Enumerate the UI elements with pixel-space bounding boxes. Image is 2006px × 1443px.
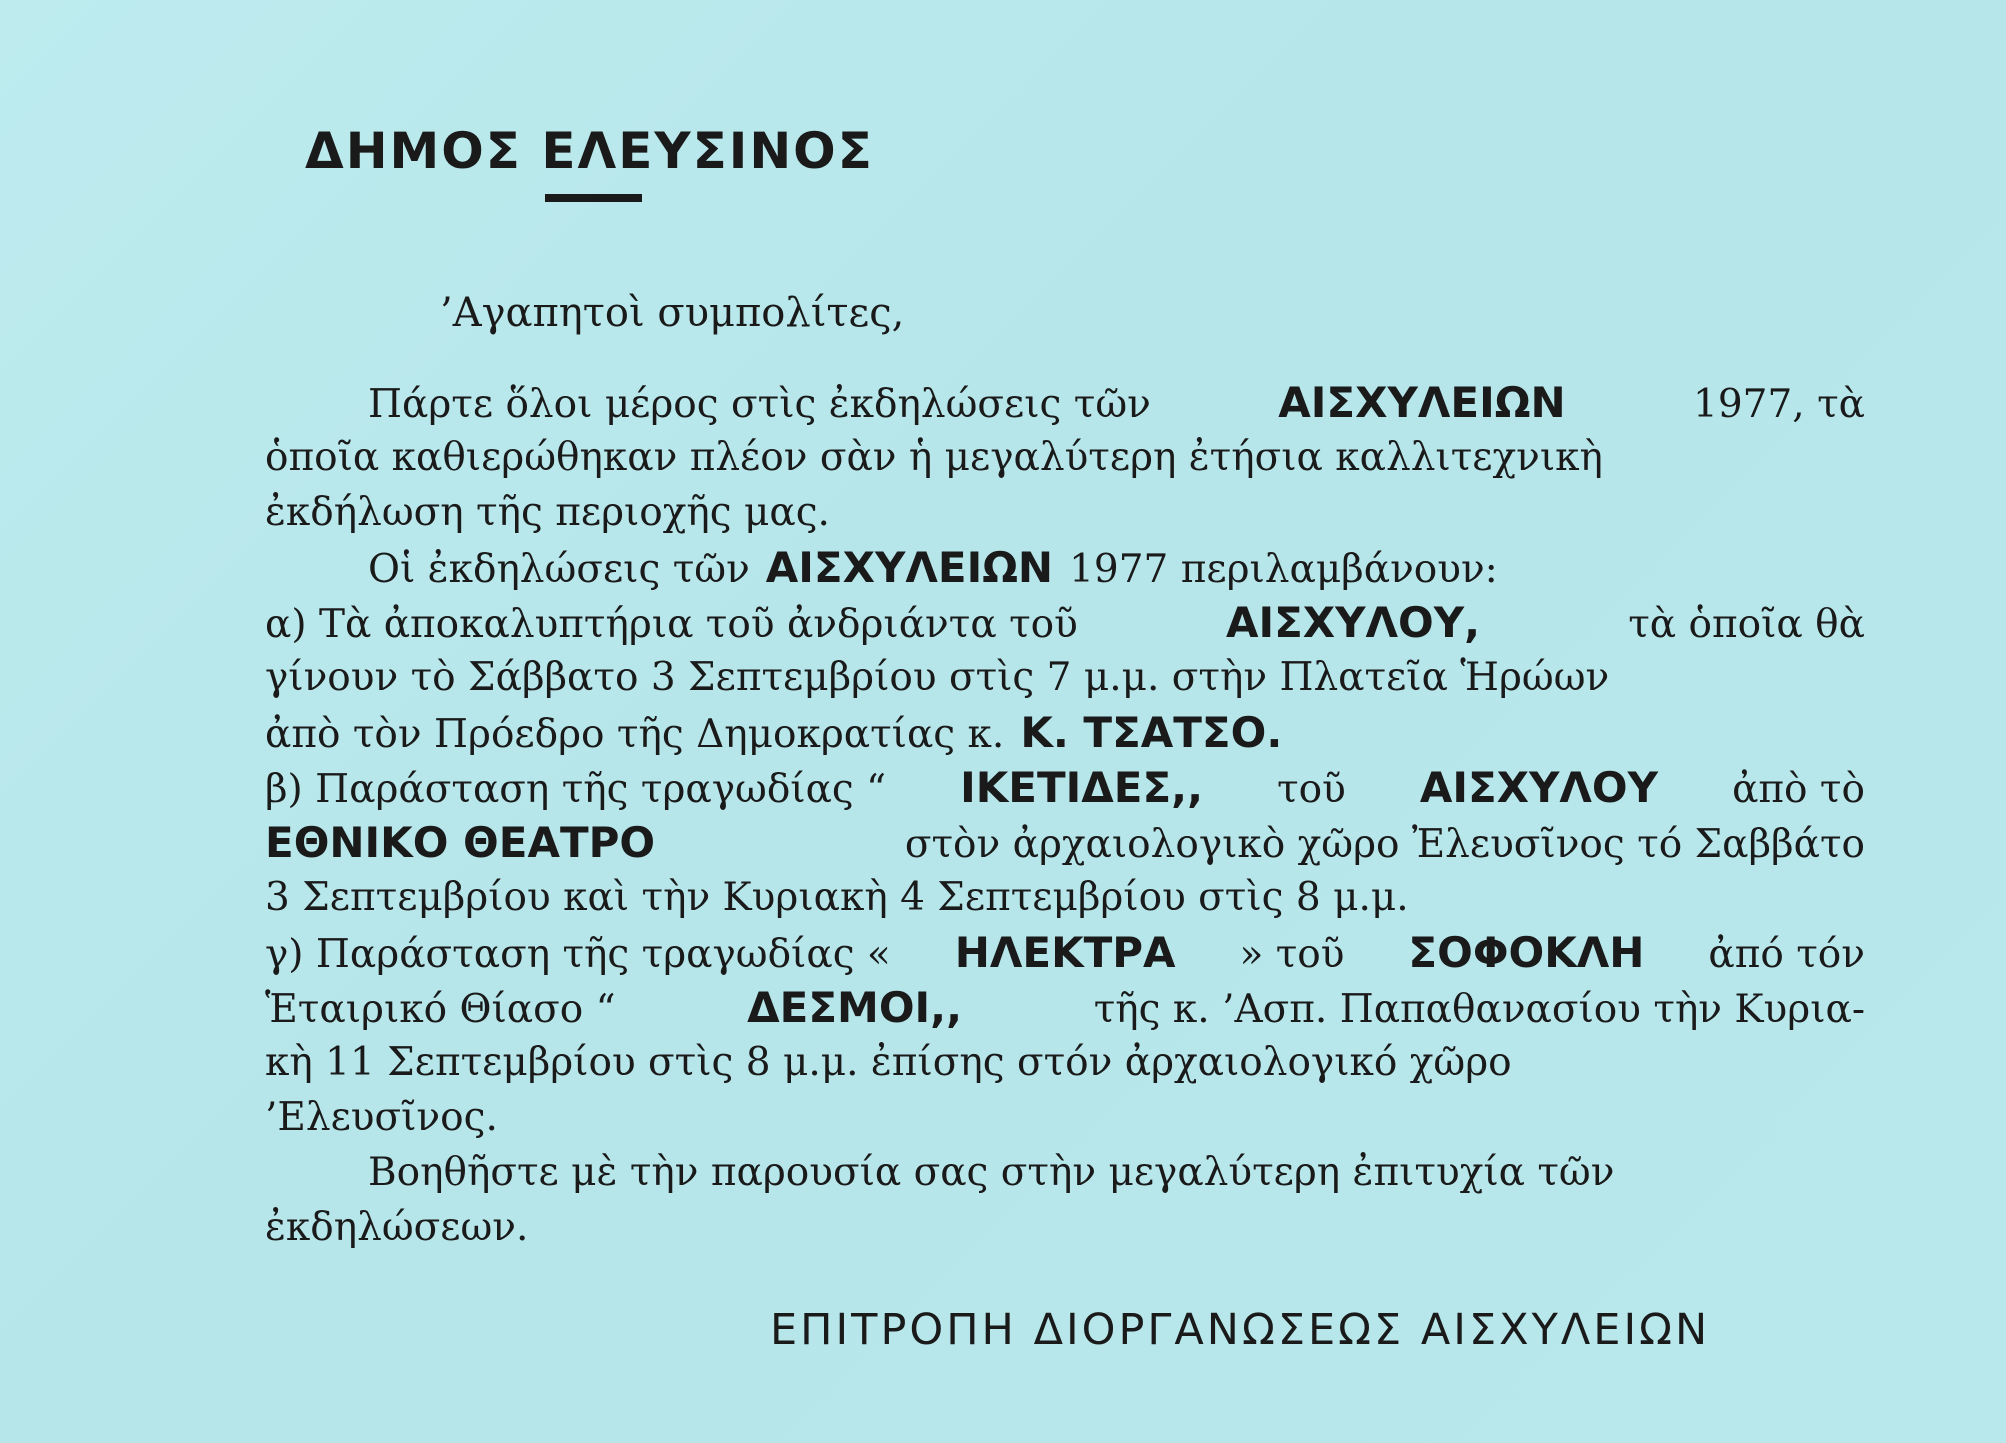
emphasis-text: ΑΙΣΧΥΛΕΙΩΝ [1278, 378, 1566, 427]
text-line [265, 760, 1865, 815]
text-line [265, 1200, 1865, 1255]
greeting: ’Αγαπητοὶ συμπολίτες, [440, 290, 905, 336]
emphasis-text: ΙΚΕΤΙΔΕΣ,, [960, 763, 1204, 812]
body-text: τοῦ [1277, 767, 1346, 812]
announcement-body [265, 375, 1865, 1255]
body-text: ἐκδήλωση τῆς περιοχῆς μας. [265, 490, 830, 535]
body-text: β) Παράσταση τῆς τραγωδίας “ [265, 767, 887, 812]
text-line [265, 980, 1865, 1035]
body-text: 1977, τὰ [1693, 382, 1865, 427]
text-line [265, 540, 1865, 595]
emphasis-text: ΑΙΣΧΥΛΟΥ, [1225, 598, 1481, 647]
emphasis-text: ΕΘΝΙΚΟ ΘΕΑΤΡΟ [265, 818, 656, 867]
text-line [265, 650, 1865, 705]
header-underline [545, 194, 642, 202]
body-text: ἐκδηλώσεων. [265, 1205, 529, 1250]
text-line [265, 815, 1865, 870]
text-line [265, 705, 1865, 760]
text-line [265, 430, 1865, 485]
body-text: ἀπὸ τὸν Πρόεδρο τῆς Δημοκρατίας κ. [265, 712, 1005, 757]
body-text: » τοῦ [1239, 932, 1345, 977]
municipality-header: ΔΗΜΟΣ ΕΛΕΥΣΙΝΟΣ [305, 122, 874, 180]
body-text: α) Τὰ ἀποκαλυπτήρια τοῦ ἀνδριάντα τοῦ [265, 602, 1078, 647]
body-text: γ) Παράσταση τῆς τραγωδίας « [265, 932, 891, 977]
text-line [265, 1090, 1865, 1145]
body-text: ὁποῖα καθιερώθηκαν πλέον σὰν ἡ μεγαλύτερη ἐτήσια καλλιτεχνικὴ [265, 435, 1603, 480]
body-text: Ἑταιρικό Θίασο “ [265, 987, 616, 1032]
body-text: Πάρτε ὅλοι μέρος στὶς ἐκδηλώσεις τῶν [368, 382, 1151, 427]
body-text: 1977 περιλαμβάνουν: [1069, 547, 1498, 592]
emphasis-text: ΑΙΣΧΥΛΟΥ [1419, 763, 1659, 812]
emphasis-text: ΣΟΦΟΚΛΗ [1408, 928, 1645, 977]
body-text: τὰ ὁποῖα θὰ [1628, 602, 1865, 647]
body-text: τῆς κ. ’Ασπ. Παπαθανασίου τὴν Κυρια- [1093, 987, 1865, 1032]
signature-committee: ΕΠΙΤΡΟΠΗ ΔΙΟΡΓΑΝΩΣΕΩΣ ΑΙΣΧΥΛΕΙΩΝ [770, 1305, 1711, 1355]
body-text: Οἱ ἐκδηλώσεις τῶν [368, 547, 750, 592]
emphasis-text: ΗΛΕΚΤΡΑ [954, 928, 1176, 977]
body-text: ’Ελευσῖνος. [265, 1095, 498, 1140]
text-line [265, 1035, 1865, 1090]
body-text: ἀπὸ τὸ [1732, 767, 1865, 812]
body-text: Βοηθῆστε μὲ τὴν παρουσία σας στὴν μεγαλύτερη ἐπιτυχία τῶν [368, 1150, 1615, 1195]
body-text: γίνουν τὸ Σάββατο 3 Σεπτεμβρίου στὶς 7 μ.μ. στὴν Πλατεῖα Ἡρώων [265, 655, 1610, 700]
emphasis-text: ΑΙΣΧΥΛΕΙΩΝ [765, 543, 1054, 592]
body-text: κὴ 11 Σεπτεμβρίου στὶς 8 μ.μ. ἐπίσης στόν ἀρχαιολογικό χῶρο [265, 1040, 1512, 1085]
body-text: 3 Σεπτεμβρίου καὶ τὴν Κυριακὴ 4 Σεπτεμβρίου στὶς 8 μ.μ. [265, 875, 1409, 920]
emphasis-text: ΔΕΣΜΟΙ,, [747, 983, 963, 1032]
text-line [265, 925, 1865, 980]
text-line [265, 1145, 1865, 1200]
text-line [265, 375, 1865, 430]
emphasis-text: Κ. ΤΣΑΤΣΟ. [1020, 708, 1283, 757]
text-line [265, 870, 1865, 925]
body-text: στὸν ἀρχαιολογικὸ χῶρο Ἐλευσῖνος τό Σαββάτο [904, 822, 1865, 867]
text-line [265, 595, 1865, 650]
text-line [265, 485, 1865, 540]
body-text: ἀπό τόν [1708, 932, 1865, 977]
